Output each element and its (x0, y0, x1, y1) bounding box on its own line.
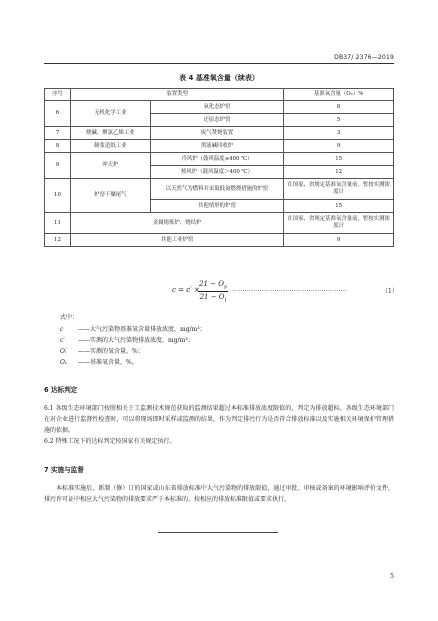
legend-item (60, 357, 206, 368)
header-no: 序号 (45, 89, 71, 101)
row-value: 15 (284, 153, 394, 166)
legend-text: ——实测的大气污染物排放浓度，mg/m³； (78, 337, 194, 344)
legend-symbol: Oᵢ′ (60, 348, 68, 355)
legend-symbol: Oₛ (60, 359, 67, 366)
table-row (45, 101, 394, 114)
formula-leader-dots: ……………………………………………… (232, 286, 348, 293)
legend-item (60, 335, 206, 346)
row-value: 3 (284, 127, 394, 140)
denominator-subscript: i (224, 297, 227, 304)
paragraph-text: 本标准实施后，新制（修）订的国家或山东省排放标准中大气污染物的排放限值，通过审批、审核或备案的环境影响评价文件，排污许可证中相应大气污染物的排放要求严于本标准的，按相应的排放标准限值或要求执行。 (44, 485, 394, 503)
row-device: 氧化态炉窑 (150, 101, 284, 114)
document-number: DB37/ 2376—2019 (334, 54, 394, 61)
table-row (45, 179, 394, 200)
legend-item (60, 324, 206, 335)
row-no: 11 (45, 213, 71, 234)
paragraph-text: 6.1 各级生态环境部门按照相关于工监测技术规范获取的监测结果超过本标准排放浓度限值的，判定为排放超标。各级生态环境部门在对企业进行监督性检查时，可以将现场即时采样或监测的结果，作为判定排污行为是否符合排放标准以及实施相关环境保护管理措施的依据。 (44, 405, 394, 434)
numerator-text: 21 − O (199, 280, 224, 288)
row-device: 还原态炉窑 (150, 114, 284, 127)
row-category: 冲天炉 (70, 153, 150, 179)
legend-text: ——大气污染物基准氧含量排放浓度，mg/m³； (78, 326, 206, 333)
row-no: 9 (45, 153, 71, 179)
table-row (45, 153, 394, 166)
table-caption: 表 4 基准氧含量（续表） (179, 74, 259, 82)
row-value: 在国家、省规定基准氧含量前，暂按实测浓度计 (284, 179, 394, 200)
section-6-paragraph-2 (44, 436, 394, 447)
legend-text: ——基准氧含量，%。 (78, 359, 138, 366)
header-oxygen: 基准氧含量（O₂）% (284, 89, 394, 101)
section-7-paragraph-1 (44, 483, 394, 505)
row-no: 12 (45, 234, 71, 247)
row-no: 8 (45, 140, 71, 153)
legend-list (60, 324, 206, 368)
legend-text: ——实测的氧含量，%； (78, 348, 144, 355)
table-row (45, 234, 394, 247)
formula-number: （1） (382, 288, 398, 295)
row-device: 废气焚烧装置 (150, 127, 284, 140)
table-row (45, 127, 394, 140)
page-number: 5 (390, 573, 394, 580)
row-device: 以天然气为燃料并采取低氮燃烧措施的炉窑 (150, 179, 284, 200)
row-category: 无机化学工业 (70, 101, 150, 127)
formula-numerator (198, 280, 228, 292)
row-device: 冷风炉（鼓风温度≤400 ℃） (150, 153, 284, 166)
row-no: 6 (45, 101, 71, 127)
row-device: 其他情形的炉窑 (150, 200, 284, 213)
formula-1 (0, 280, 438, 304)
row-value: 5 (284, 114, 394, 127)
row-category: 制浆造纸工业 (70, 140, 150, 153)
numerator-subscript: s (223, 284, 227, 291)
legend-symbol: c′ (60, 337, 65, 344)
row-no: 10 (45, 179, 71, 213)
row-device: 其他工业炉窑 (70, 234, 283, 247)
row-device: 金属熔炼炉、烧结炉 (70, 213, 283, 234)
row-category: 炉窑干燥尾气 (70, 179, 150, 213)
denominator-text: 21 − O (199, 293, 225, 302)
end-rule (158, 532, 278, 533)
section-7-title: 7 实施与监督 (44, 466, 84, 474)
row-value: 在国家、省规定基准氧含量前，暂按实测浓度计 (284, 213, 394, 234)
formula-lhs: c = c′ × (172, 286, 200, 294)
row-value: 15 (284, 200, 394, 213)
row-category: 烧碱、聚氯乙烯工业 (70, 127, 150, 140)
row-value: 9 (284, 234, 394, 247)
row-no: 7 (45, 127, 71, 140)
section-6-paragraph-1 (44, 403, 394, 436)
table-row (45, 213, 394, 234)
row-device: 黑液碱回收炉 (150, 140, 284, 153)
header-rule (44, 63, 394, 64)
oxygen-content-table (44, 88, 394, 247)
paragraph-text: 6.2 特殊工况下的达标判定按国家有关规定执行。 (44, 438, 176, 445)
row-value: 9 (284, 140, 394, 153)
row-value: 8 (284, 101, 394, 114)
formula-fraction (198, 280, 228, 304)
legend-label: 式中： (60, 314, 79, 321)
legend-symbol: c (60, 326, 64, 333)
formula-denominator (198, 292, 228, 303)
table-header-row (45, 89, 394, 101)
row-value: 12 (284, 166, 394, 179)
row-device: 热风炉（鼓风温度＞400 ℃） (150, 166, 284, 179)
table-row (45, 140, 394, 153)
section-6-title: 6 达标判定 (44, 386, 78, 394)
header-device-type: 装置类型 (70, 89, 283, 101)
legend-item (60, 346, 206, 357)
